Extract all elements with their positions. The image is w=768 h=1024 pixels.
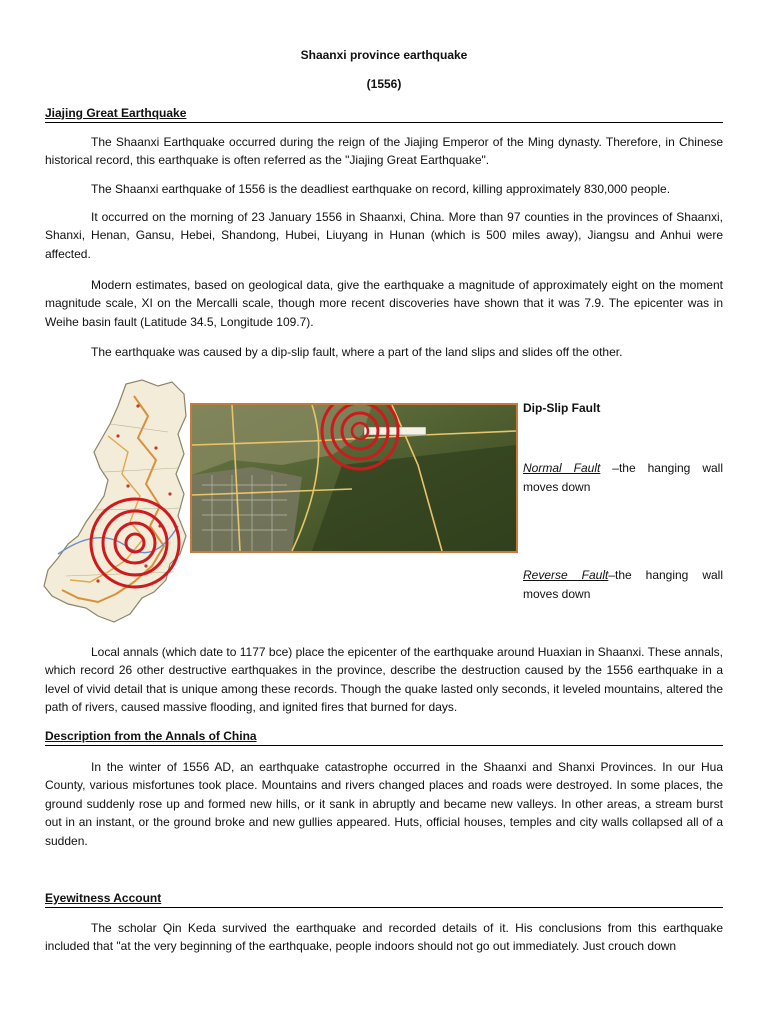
- city-area: [192, 467, 302, 551]
- satellite-graphic: [192, 405, 516, 551]
- paragraph-jiajing-3: It occurred on the morning of 23 January 1556 in Shaanxi, China. More than 97 counties in the provinces of Shaanxi, Shanxi, Henan, Gansu, Hebei, Shandong, Hubei, Liuyang in Hunan (which is 500 miles away), Jiangsu and Anhui were affected.: [45, 210, 723, 261]
- paragraph-annals-description: In the winter of 1556 AD, an earthquake catastrophe occurred in the Shaanxi and Shanxi Provinces. In our Hua County, various misfortunes took place. Mountains and rivers changed places and roads were destroyed. In some places, the ground suddenly rose up and formed new hills, or it sank in abruptly and became new valleys. In other areas, a stream burst out in an instant, or the ground broke and new gullies appeared. Huts, official houses, temples and city walls collapsed all of a sudden.: [45, 760, 723, 848]
- map-callout-label: [364, 427, 426, 435]
- paragraph-jiajing-1: The Shaanxi Earthquake occurred during the reign of the Jiajing Emperor of the Ming dynasty. Therefore, in Chinese historical record, this earthquake is often referred as the "Jiajing Great Earthquake".: [45, 135, 723, 168]
- dip-slip-fault-title: Dip-Slip Fault: [523, 401, 601, 415]
- section-heading-annals-text: Description from the Annals of China: [45, 729, 257, 743]
- normal-fault-term: Normal Fault: [523, 461, 601, 475]
- document-year: (1556): [366, 77, 402, 91]
- province-outline: [44, 380, 186, 622]
- normal-fault-description: [523, 459, 723, 496]
- section-heading-jiajing-text: Jiajing Great Earthquake: [45, 106, 187, 120]
- reverse-fault-description: [523, 566, 723, 603]
- section-heading-eyewitness: [45, 891, 723, 908]
- reverse-fault-term: Reverse Fault: [523, 568, 609, 582]
- section-heading-annals: [45, 729, 723, 746]
- province-map-graphic: [38, 376, 188, 626]
- epicenter-satellite-image: [190, 403, 518, 553]
- document-title: Shaanxi province earthquake: [300, 48, 468, 62]
- reverse-fault-text: –the hanging wall moves down: [523, 568, 723, 601]
- shaanxi-province-map: [38, 376, 188, 626]
- paragraph-local-annals: Local annals (which date to 1177 bce) place the epicenter of the earthquake around Huaxian in Shaanxi. These annals, which record 26 other destructive earthquakes in the province, describe the destruction caused by the 1556 earthquake in a level of vivid detail that is unique among these records. Though the quake lasted only seconds, it leveled mountains, altered the path of rivers, caused massive flooding, and ignited fires that burned for days.: [45, 645, 723, 715]
- paragraph-eyewitness: The scholar Qin Keda survived the earthquake and recorded details of it. His conclusions from this earthquake included that "at the very beginning of the earthquake, people indoors should not go out immediately. Just crouch down: [45, 921, 723, 954]
- section-heading-jiajing: [45, 106, 723, 123]
- section-heading-eyewitness-text: Eyewitness Account: [45, 891, 162, 905]
- normal-fault-text: –the hanging wall moves down: [523, 461, 723, 494]
- paragraph-jiajing-4: Modern estimates, based on geological data, give the earthquake a magnitude of approximately eight on the moment magnitude scale, XI on the Mercalli scale, though more recent discoveries have shown that it was 7.9. The epicenter was in Weihe basin fault (Latitude 34.5, Longitude 109.7).: [45, 278, 723, 329]
- paragraph-jiajing-2: The Shaanxi earthquake of 1556 is the deadliest earthquake on record, killing approximately 830,000 people.: [91, 182, 671, 196]
- paragraph-jiajing-5: The earthquake was caused by a dip-slip fault, where a part of the land slips and slides off the other.: [91, 345, 623, 359]
